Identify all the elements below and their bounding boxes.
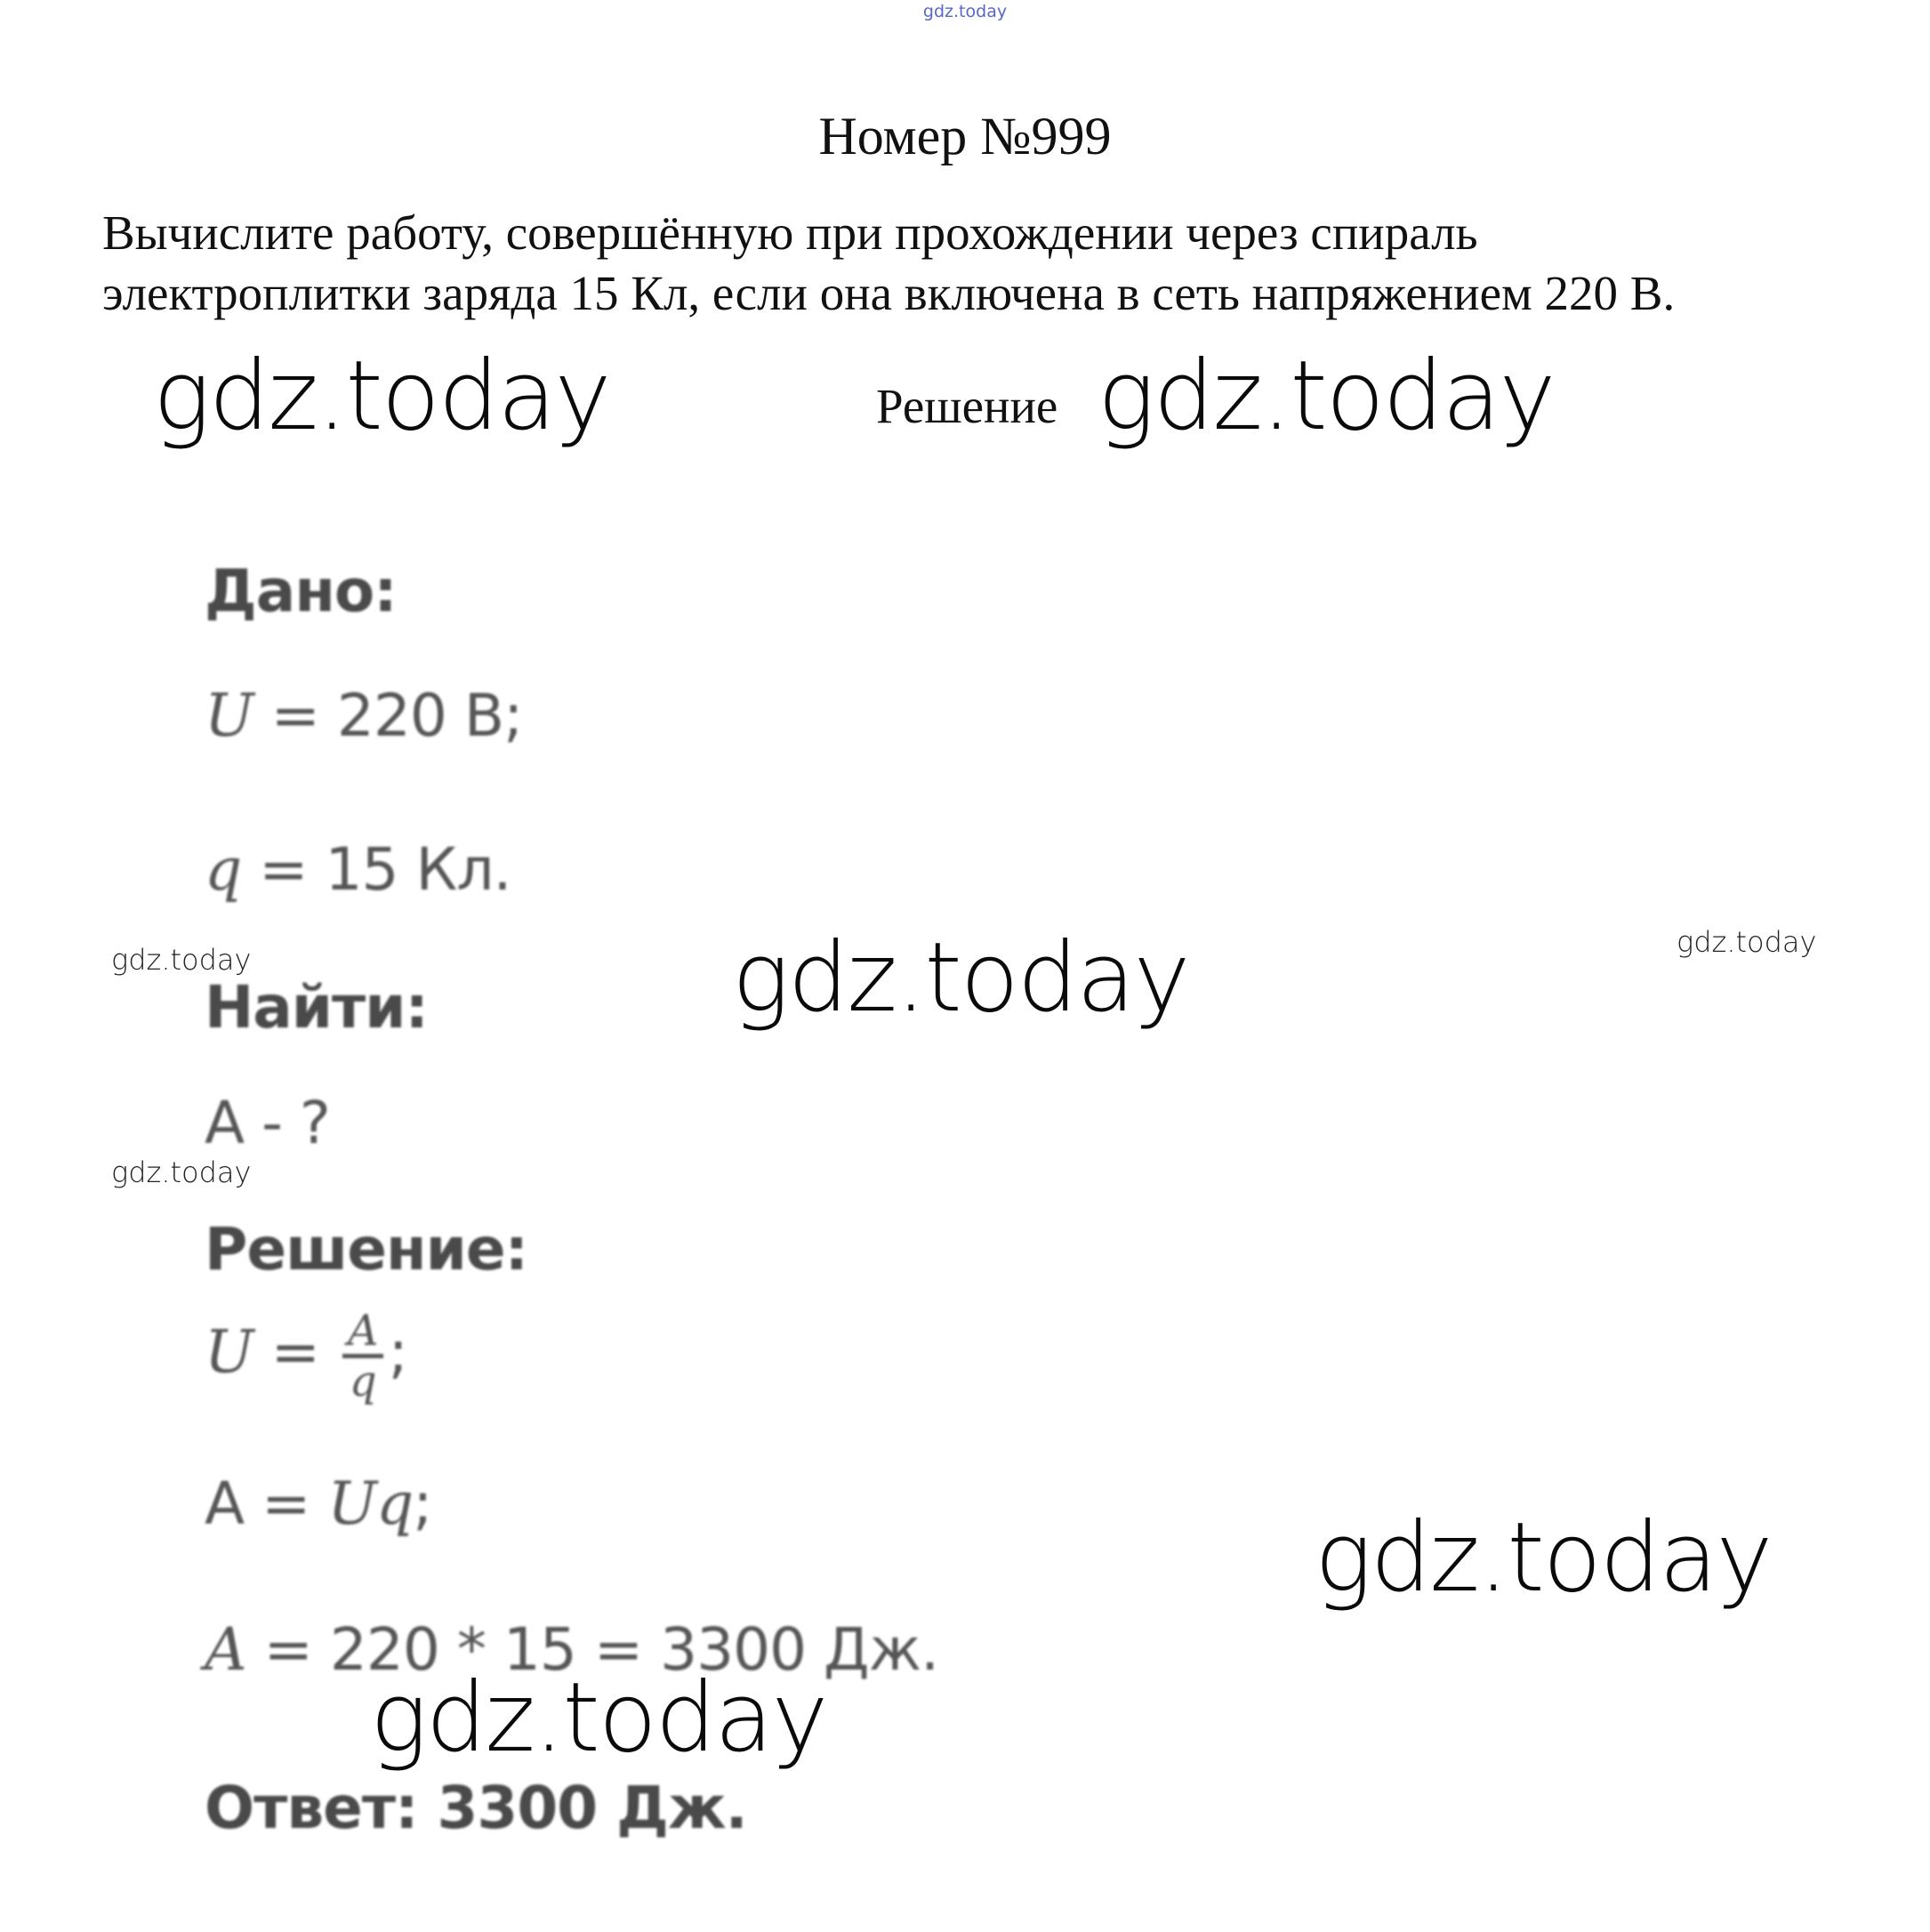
given-charge-var: q (205, 835, 242, 904)
given-charge (205, 835, 511, 904)
watermark-4: gdz.today (1315, 1502, 1772, 1614)
task-line-2: электроплитки заряда 15 Кл, если она включена в сеть напряжением 220 В. (102, 266, 1676, 320)
formula-fraction (342, 1308, 383, 1405)
given-voltage (205, 681, 523, 750)
watermark-5: gdz.today (370, 1662, 827, 1774)
watermark-8: gdz.today (111, 1155, 252, 1189)
formula-lhs: U (205, 1317, 253, 1387)
formula-equals: = (253, 1317, 337, 1387)
watermark-6: gdz.today (111, 943, 252, 977)
formula-numerator: A (347, 1306, 378, 1356)
formula-work-var: Uq (327, 1469, 414, 1538)
solution-label: Решение: (205, 1215, 527, 1284)
watermark-1: gdz.today (153, 341, 610, 452)
formula-work (205, 1469, 432, 1538)
calculation (205, 1615, 939, 1684)
watermark-top: gdz.today (922, 2, 1008, 21)
given-charge-value: = 15 Кл. (241, 835, 511, 904)
watermark-3: gdz.today (732, 922, 1189, 1034)
answer: Ответ: 3300 Дж. (205, 1774, 747, 1842)
formula-end: ; (388, 1317, 407, 1387)
calculation-value: = 220 * 15 = 3300 Дж. (245, 1615, 939, 1684)
formula-voltage (205, 1308, 407, 1405)
given-voltage-value: = 220 В; (253, 681, 523, 750)
formula-work-start: А = (205, 1469, 328, 1538)
find-work: А - ? (205, 1089, 330, 1157)
formula-denominator: q (342, 1354, 383, 1405)
page-title: Номер №999 (818, 107, 1112, 165)
watermark-2: gdz.today (1098, 341, 1555, 452)
watermark-7: gdz.today (1677, 925, 1817, 959)
calculation-var: A (205, 1615, 246, 1684)
solution-heading: Решение (876, 379, 1058, 433)
task-text (102, 203, 1675, 324)
task-line-1: Вычислите работу, совершённую при прохождении через спираль (102, 205, 1478, 260)
formula-work-end: ; (413, 1469, 432, 1538)
given-label: Дано: (205, 557, 397, 625)
find-label: Найти: (205, 973, 428, 1042)
given-voltage-var: U (205, 681, 253, 750)
